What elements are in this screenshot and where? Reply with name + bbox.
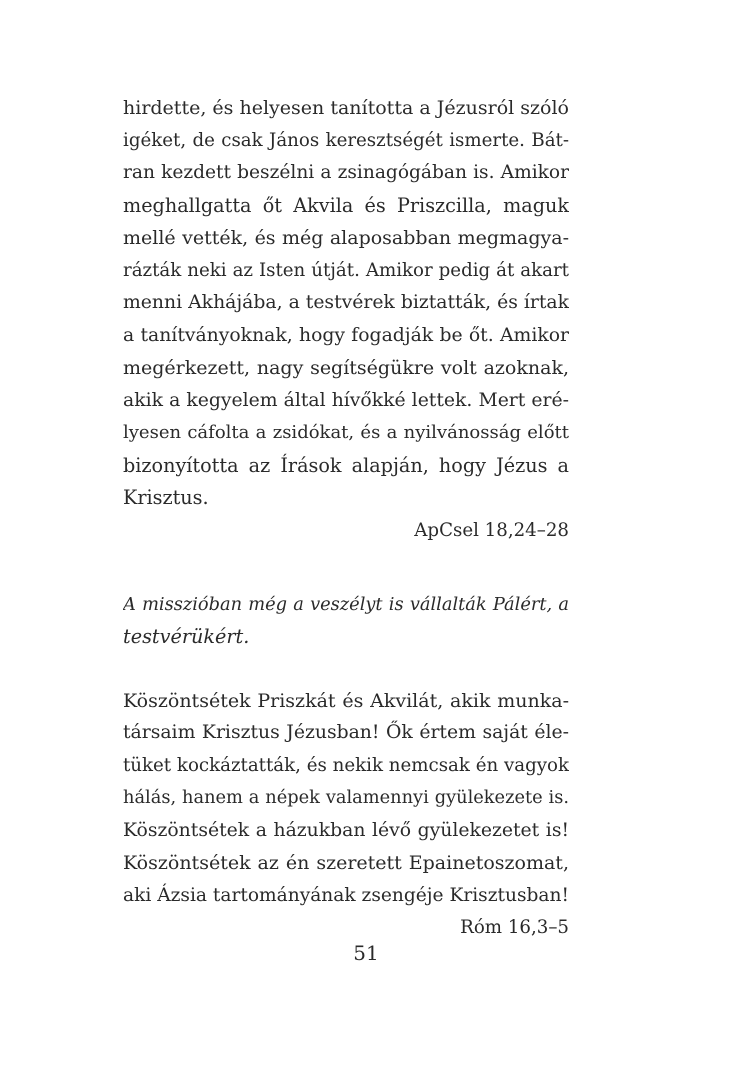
passage-line: akik a kegyelem által hívőkké lettek. Mert eré- [123,389,569,411]
passage-romans [123,685,569,913]
passage-line: társaim Krisztus Jézusban! Ők értem saját éle- [123,722,569,743]
page-number: 51 [353,941,379,965]
passage-line: ran kezdett beszélni a zsinagógában is. Amikor [123,162,569,183]
passage-line: lyesen cáfolta a zsidókat, és a nyilvánosság előtt [123,422,569,443]
intro-line: A misszióban még a veszélyt is vállalták Pálért, a [123,593,569,615]
passage-line: mellé vették, és még alaposabban megmagya- [123,227,569,249]
passage-line: hirdette, és helyesen tanította a Jézusról szóló [123,97,569,119]
passage-line: a tanítványoknak, hogy fogadják be őt. Amikor [123,324,569,346]
citation-romans: Róm 16,3–5 [460,917,569,938]
passage-line: Köszöntsétek Priszkát és Akvilát, akik munka- [123,689,569,712]
passage-line: tüket kockáztatták, és nekik nemcsak én vagyok [123,754,569,776]
intro-line: testvérükért. [123,625,250,648]
intro-italic [123,589,569,654]
passage-line: rázták neki az Isten útját. Amikor pedig át akart [123,259,569,281]
passage-acts [123,92,569,515]
page-body [123,92,569,944]
passage-line: menni Akhájába, a testvérek biztatták, és írtak [123,292,569,313]
citation-acts: ApCsel 18,24–28 [414,519,569,541]
passage-line: bizonyította az Írások alapján, hogy Jézus a [123,453,569,477]
passage-line: megérkezett, nagy segítségükre volt azoknak, [123,357,569,379]
passage-line: Krisztus. [123,486,209,509]
passage-line: aki Ázsia tartományának zsengéje Krisztusban! [123,884,569,906]
passage-line: igéket, de csak János keresztségét ismerte. Bát- [123,129,569,151]
passage-line: meghallgatta őt Akvila és Priszcilla, maguk [123,193,569,217]
passage-line: Köszöntsétek a házukban lévő gyülekezetet is! [123,819,569,841]
passage-line: hálás, hanem a népek valamennyi gyülekezete is. [123,787,569,808]
passage-line: Köszöntsétek az én szeretett Epainetoszomat, [123,852,569,874]
